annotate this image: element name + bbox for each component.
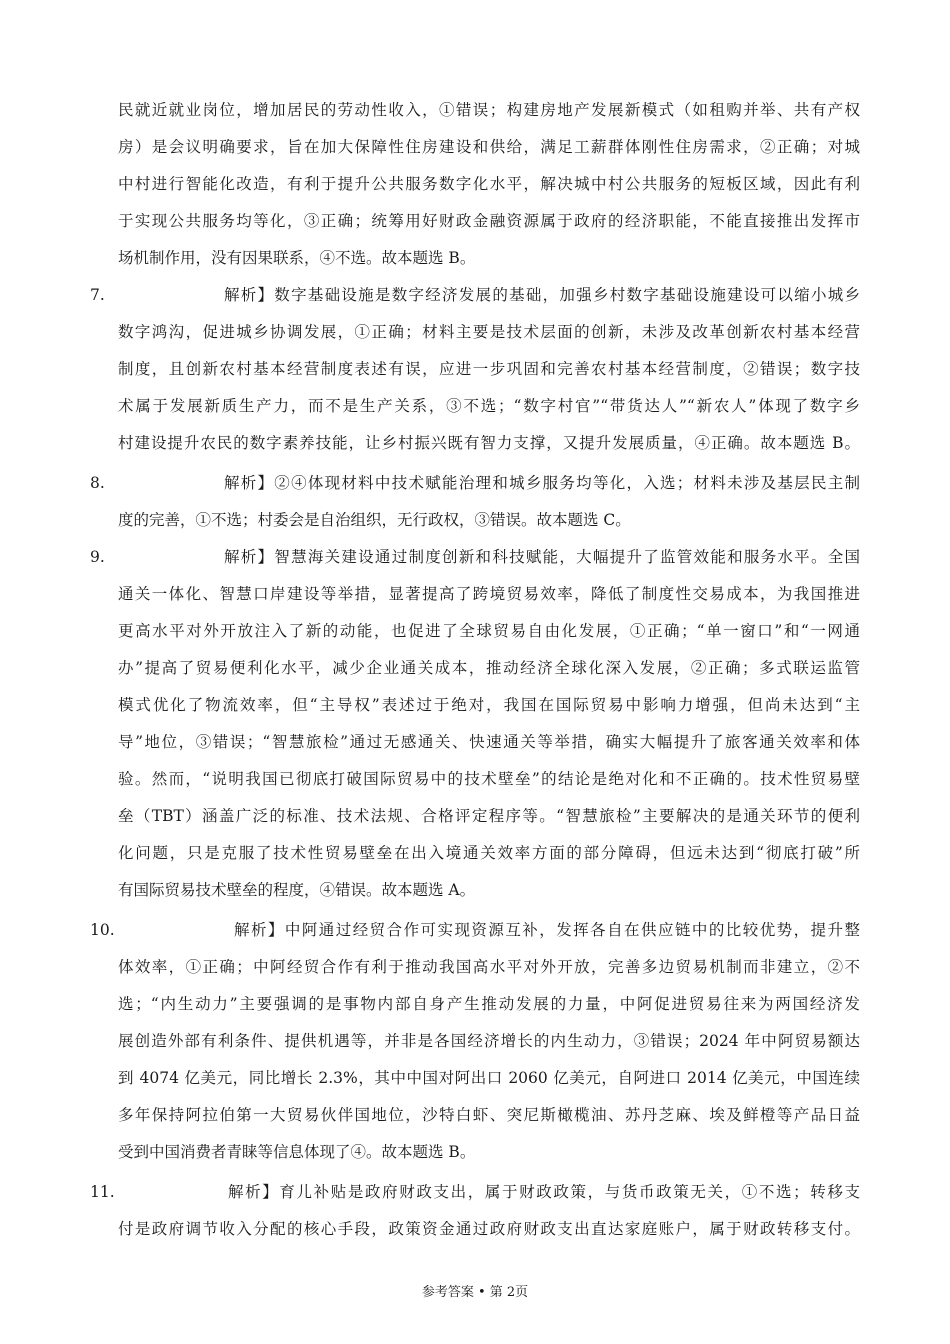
text-line: 于实现公共服务均等化，③正确；统筹用好财政金融资源属于政府的经济职能，不能直接推出发挥市 <box>118 212 860 230</box>
analysis-lead: 解析】②④体现材料中技术赋能治理和城乡服务均等化，入选；材料未涉及基层民主制 <box>224 474 860 492</box>
text-line: 体效率，①正确；中阿经贸合作有利于推动我国高水平对外开放，完善多边贸易机制而非建立，②不 <box>118 958 860 976</box>
text-line: 中村进行智能化改造，有利于提升公共服务数字化水平，解决城中村公共服务的短板区域，因此有利 <box>118 175 860 193</box>
text-line: 化问题，只是克服了技术性贸易壁垒在出入境通关效率方面的部分障碍，但远未达到“彻底打破”所 <box>118 844 860 862</box>
text-line: 模式优化了物流效率，但“主导权”表述过于绝对，我国在国际贸易中影响力增强，但尚未达到“主 <box>118 696 860 714</box>
text-line: 数字鸿沟，促进城乡协调发展，①正确；材料主要是技术层面的创新，未涉及改革创新农村基本经营 <box>118 323 860 341</box>
question-number: 7. <box>90 286 105 304</box>
text-line: 付是政府调节收入分配的核心手段，政策资金通过政府财政支出直达家庭账户，属于财政转移支付。 <box>118 1220 860 1238</box>
question-number: 11. <box>90 1183 115 1201</box>
analysis-lead: 解析】育儿补贴是政府财政支出，属于财政政策，与货币政策无关，①不选；转移支 <box>228 1183 860 1201</box>
page-footer: 参考答案 • 第 2页 <box>421 1285 529 1300</box>
text-line: 到 4074 亿美元，同比增长 2.3%，其中中国对阿出口 2060 亿美元，自阿进口 2014 亿美元，中国连续 <box>118 1069 860 1087</box>
text-line: 更高水平对外开放注入了新的动能，也促进了全球贸易自由化发展，①正确；“单一窗口”和“一网通 <box>118 622 860 640</box>
text-line: 场机制作用，没有因果联系，④不选。故本题选 B。 <box>118 249 476 267</box>
analysis-lead: 解析】中阿通过经贸合作可实现资源互补，发挥各自在供应链中的比较优势，提升整 <box>234 921 860 939</box>
question-number: 10. <box>90 921 115 939</box>
text-line: 民就近就业岗位，增加居民的劳动性收入，①错误；构建房地产发展新模式（如租购并举、共有产权 <box>118 101 860 119</box>
analysis-lead: 解析】数字基础设施是数字经济发展的基础，加强乡村数字基础设施建设可以缩小城乡 <box>224 286 860 304</box>
text-line: 制度，且创新农村基本经营制度表述有误，应进一步巩固和完善农村基本经营制度，②错误；数字技 <box>118 360 860 378</box>
text-line: 通关一体化、智慧口岸建设等举措，显著提高了跨境贸易效率，降低了制度性交易成本，为我国推进 <box>118 585 860 603</box>
text-line: 度的完善，①不选；村委会是自治组织，无行政权，③错误。故本题选 C。 <box>118 511 631 529</box>
question-number: 9. <box>90 548 105 566</box>
text-line: 验。然而，“说明我国已彻底打破国际贸易中的技术壁垒”的结论是绝对化和不正确的。技术性贸易壁 <box>118 770 860 788</box>
text-line: 受到中国消费者青睐等信息体现了④。故本题选 B。 <box>118 1143 476 1161</box>
analysis-lead: 解析】智慧海关建设通过制度创新和科技赋能，大幅提升了监管效能和服务水平。全国 <box>224 548 860 566</box>
question-number: 8. <box>90 474 105 492</box>
text-line: 房）是会议明确要求，旨在加大保障性住房建设和供给，满足工薪群体刚性住房需求，②正确；对城 <box>118 138 860 156</box>
text-line: 办”提高了贸易便利化水平，减少企业通关成本，推动经济全球化深入发展，②正确；多式联运监管 <box>118 659 860 677</box>
text-line: 多年保持阿拉伯第一大贸易伙伴国地位，沙特白虾、突尼斯橄榄油、苏丹芝麻、埃及鲜橙等产品日益 <box>118 1106 860 1124</box>
text-line: 村建设提升农民的数字素养技能，让乡村振兴既有智力支撑，又提升发展质量，④正确。故本题选 B。 <box>118 434 860 452</box>
text-line: 选；“内生动力”主要强调的是事物内部自身产生推动发展的力量，中阿促进贸易往来为两国经济发 <box>118 995 860 1013</box>
text-line: 有国际贸易技术壁垒的程度，④错误。故本题选 A。 <box>118 881 476 899</box>
text-line: 导”地位，③错误；“智慧旅检”通过无感通关、快速通关等举措，确实大幅提升了旅客通关效率和体 <box>118 733 860 751</box>
text-line: 术属于发展新质生产力，而不是生产关系，③不选；“数字村官”“带货达人”“新农人”体现了数字乡 <box>118 397 860 415</box>
text-line: 展创造外部有利条件、提供机遇等，并非是各国经济增长的内生动力，③错误；2024 年中阿贸易额达 <box>118 1032 860 1050</box>
text-line: 垒（TBT）涵盖广泛的标准、技术法规、合格评定程序等。“智慧旅检”主要解决的是通关环节的便利 <box>118 807 860 825</box>
